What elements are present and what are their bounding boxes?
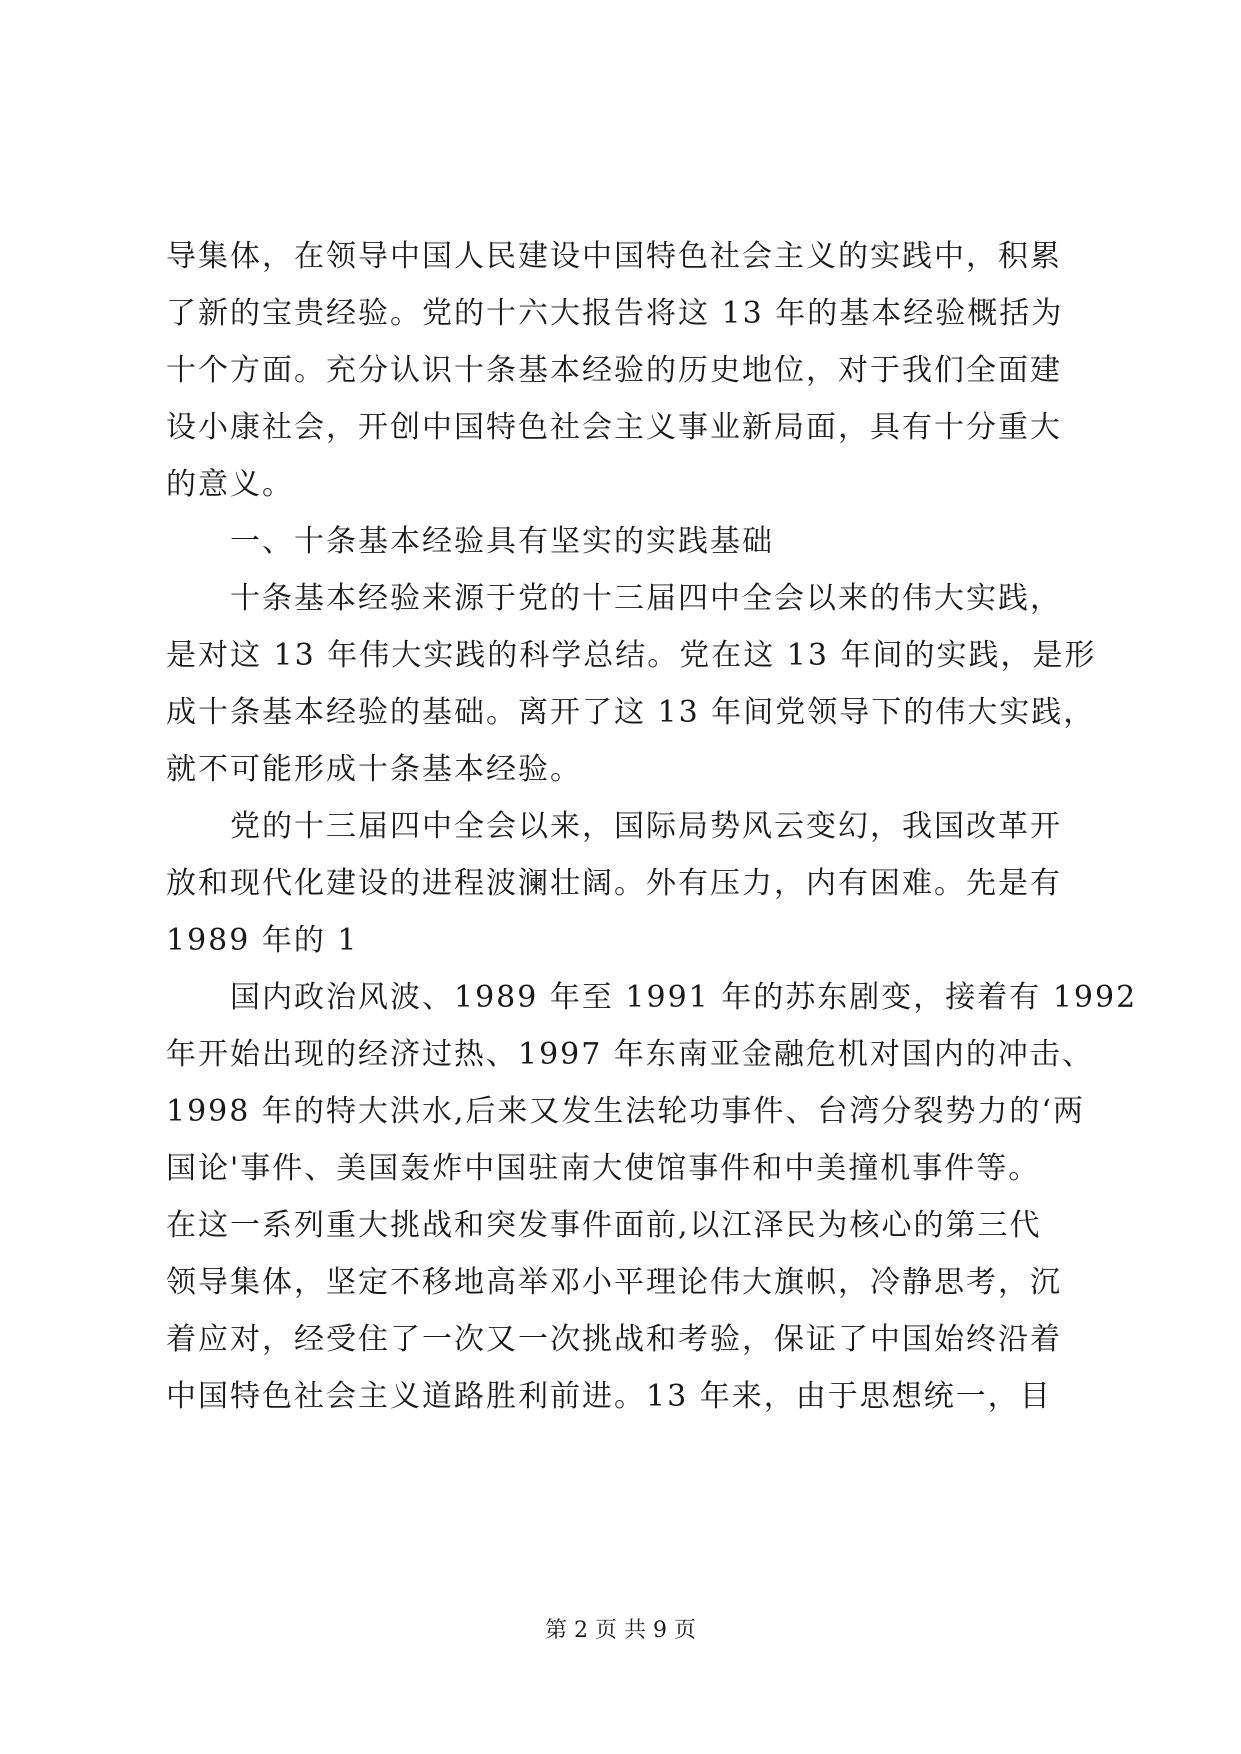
text-line: 十个方面。充分认识十条基本经验的历史地位，对于我们全面建 [166, 353, 1062, 388]
text-line: 的意义。 [166, 467, 294, 502]
text-line: 年开始出现的经济过热、1997 年东南亚金融危机对国内的冲击、 [166, 1037, 1094, 1072]
text-line: 导集体，在领导中国人民建设中国特色社会主义的实践中，积累 [166, 239, 1062, 274]
text-line: 1998 年的特大洪水,后来又发生法轮功事件、台湾分裂势力的‘两 [166, 1094, 1085, 1129]
page-number-label: 第 2 页 共 9 页 [545, 1618, 696, 1643]
section-heading: 一、十条基本经验具有坚实的实践基础 [230, 524, 774, 559]
text-line: 就不可能形成十条基本经验。 [166, 752, 582, 787]
text-line: 着应对，经受住了一次又一次挑战和考验，保证了中国始终沿着 [166, 1322, 1062, 1357]
text-line: 国论'事件、美国轰炸中国驻南大使馆事件和中美撞机事件等。 [166, 1151, 1041, 1186]
text-line: 成十条基本经验的基础。离开了这 13 年间党领导下的伟大实践， [166, 695, 1096, 730]
text-line: 党的十三届四中全会以来，国际局势风云变幻，我国改革开 [230, 809, 1062, 844]
text-line: 了新的宝贵经验。党的十六大报告将这 13 年的基本经验概括为 [166, 296, 1064, 331]
text-line: 十条基本经验来源于党的十三届四中全会以来的伟大实践， [230, 581, 1062, 616]
text-line: 1989 年的 1 [166, 923, 359, 958]
text-line: 是对这 13 年伟大实践的科学总结。党在这 13 年间的实践，是形 [166, 638, 1097, 673]
text-line: 领导集体，坚定不移地高举邓小平理论伟大旗帜，冷静思考，沉 [166, 1265, 1062, 1300]
page-footer [0, 1616, 1241, 1646]
document-body [166, 228, 1138, 1425]
text-line: 国内政治风波、1989 年至 1991 年的苏东剧变，接着有 1992 [230, 980, 1138, 1015]
text-line: 中国特色社会主义道路胜利前进。13 年来，由于思想统一，目 [166, 1379, 1052, 1414]
text-line: 放和现代化建设的进程波澜壮阔。外有压力，内有困难。先是有 [166, 866, 1062, 901]
text-line: 在这一系列重大挑战和突发事件面前,以江泽民为核心的第三代 [166, 1208, 1042, 1243]
text-line: 设小康社会，开创中国特色社会主义事业新局面，具有十分重大 [166, 410, 1062, 445]
